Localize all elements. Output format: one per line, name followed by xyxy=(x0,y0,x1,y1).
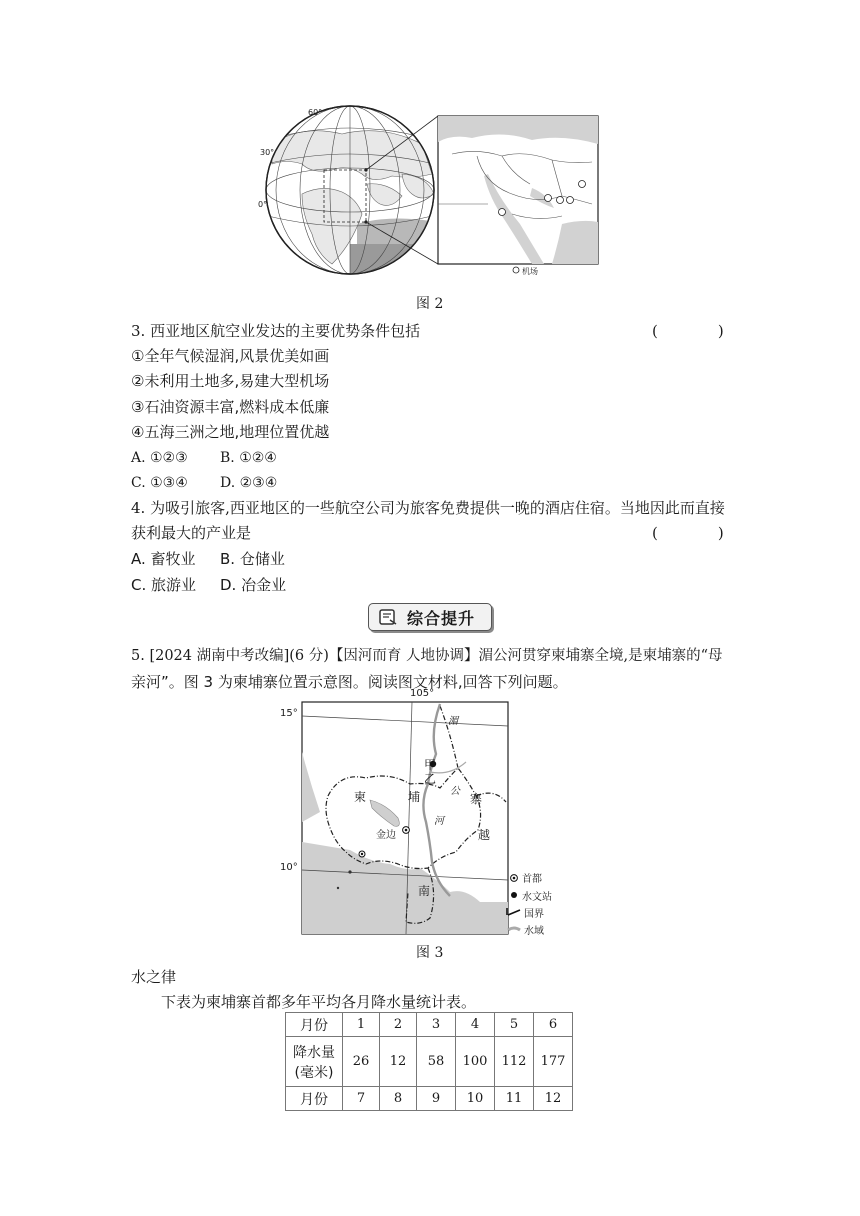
label-cambodia-2: 埔 xyxy=(408,790,421,804)
rainfall-header-line-1: 降水量 xyxy=(293,1044,335,1061)
globe-lat-60: 60° xyxy=(308,108,323,117)
q3-item-3: ③石油资源丰富,燃料成本低廉 xyxy=(131,398,330,416)
q3-item-2: ②未利用土地多,易建大型机场 xyxy=(131,372,330,390)
label-river-2: 公 xyxy=(450,786,460,797)
inset-legend-airport: 机场 xyxy=(522,267,538,276)
book-icon xyxy=(375,606,401,628)
legend-border: 国界 xyxy=(524,909,544,920)
label-capital: 金边 xyxy=(376,830,396,841)
q4-stem-line-1: 4. 为吸引旅客,西亚地区的一些航空公司为旅客免费提供一晚的酒店住宿。当地因此而直接 xyxy=(131,499,725,517)
label-cambodia-1: 柬 xyxy=(354,790,367,804)
rainfall-cell: 58 xyxy=(417,1037,456,1087)
label-cambodia-3: 寨 xyxy=(470,792,483,806)
q4-stem-line-2: 获利最大的产业是 xyxy=(131,524,252,542)
month-cell: 2 xyxy=(380,1013,417,1037)
table-row-rainfall xyxy=(286,1037,573,1087)
month-cell: 10 xyxy=(456,1087,495,1111)
figure-3 xyxy=(280,688,580,938)
month-cell: 9 xyxy=(417,1087,456,1111)
lon-105-label: 105° xyxy=(410,688,435,699)
month-cell: 11 xyxy=(495,1087,534,1111)
month-cell: 12 xyxy=(534,1087,573,1111)
rainfall-cell: 112 xyxy=(495,1037,534,1087)
legend-station: 水文站 xyxy=(522,892,552,903)
globe-and-inset-map xyxy=(262,104,602,280)
table-row-months-a xyxy=(286,1013,573,1037)
globe-lat-0: 0° xyxy=(258,200,268,209)
section-title: 综合提升 xyxy=(407,608,476,628)
lat-10-label: 10° xyxy=(280,862,298,873)
section-banner xyxy=(368,603,492,631)
q3-option-a: A. ①②③ xyxy=(131,450,188,466)
q4-answer-paren: ( ) xyxy=(652,524,724,542)
figure-2-caption: 图 2 xyxy=(416,296,444,312)
lat-15-label: 15° xyxy=(280,708,298,719)
legend-water: 水域 xyxy=(524,926,544,937)
label-vietnam-1: 越 xyxy=(478,828,491,842)
rainfall-header xyxy=(286,1037,343,1087)
q5-stem-line-2: 亲河”。图 3 为柬埔寨位置示意图。阅读图文材料,回答下列问题。 xyxy=(131,673,568,691)
q3-option-b: B. ①②④ xyxy=(220,450,277,466)
q3-stem: 3. 西亚地区航空业发达的主要优势条件包括 xyxy=(131,322,421,340)
water-intro: 下表为柬埔寨首都多年平均各月降水量统计表。 xyxy=(161,993,477,1011)
q4-option-d: D. 冶金业 xyxy=(220,576,287,594)
rainfall-cell: 100 xyxy=(456,1037,495,1087)
q4-option-c: C. 旅游业 xyxy=(131,576,197,594)
rainfall-cell: 12 xyxy=(380,1037,417,1087)
rainfall-cell: 177 xyxy=(534,1037,573,1087)
q3-option-d: D. ②③④ xyxy=(220,475,278,491)
label-river-1: 湄 xyxy=(448,716,458,727)
rainfall-header-line-2: (毫米) xyxy=(294,1064,334,1081)
figure-2 xyxy=(258,104,602,280)
label-vietnam-2: 南 xyxy=(418,884,431,898)
q5-stem-line-1: 5. [2024 湖南中考改编](6 分)【因河而育 人地协调】湄公河贯穿柬埔寨全境,是柬埔寨的“母 xyxy=(131,648,723,664)
q3-item-1: ①全年气候湿润,风景优美如画 xyxy=(131,347,330,365)
month-cell: 7 xyxy=(343,1087,380,1111)
q3-answer-paren: ( ) xyxy=(652,322,724,340)
legend-capital: 首都 xyxy=(522,874,542,885)
label-river-3: 河 xyxy=(434,816,444,827)
q4-option-b: B. 仓储业 xyxy=(220,550,285,568)
month-cell: 6 xyxy=(534,1013,573,1037)
month-header: 月份 xyxy=(286,1013,343,1037)
rainfall-table xyxy=(285,1012,573,1111)
month-cell: 3 xyxy=(417,1013,456,1037)
rainfall-cell: 26 xyxy=(343,1037,380,1087)
globe-lat-30: 30° xyxy=(260,148,275,157)
month-cell: 8 xyxy=(380,1087,417,1111)
month-cell: 1 xyxy=(343,1013,380,1037)
month-header: 月份 xyxy=(286,1087,343,1111)
label-station-jia: 甲 xyxy=(424,758,437,772)
q3-item-4: ④五海三洲之地,地理位置优越 xyxy=(131,423,330,441)
water-heading: 水之律 xyxy=(131,968,177,986)
figure-3-caption: 图 3 xyxy=(416,945,444,961)
q3-option-c: C. ①③④ xyxy=(131,475,188,491)
q4-option-a: A. 畜牧业 xyxy=(131,550,196,568)
table-row-months-b xyxy=(286,1087,573,1111)
month-cell: 5 xyxy=(495,1013,534,1037)
label-station-yi: 乙 xyxy=(424,772,437,786)
month-cell: 4 xyxy=(456,1013,495,1037)
